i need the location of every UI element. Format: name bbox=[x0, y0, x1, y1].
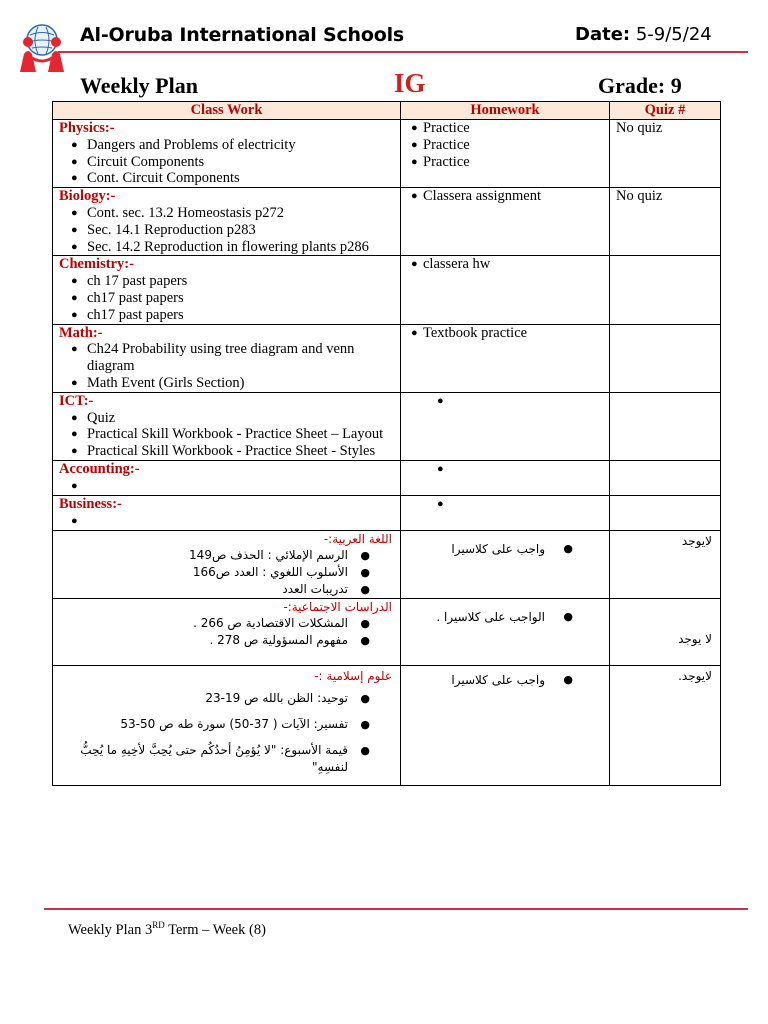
classwork-cell bbox=[53, 665, 401, 785]
homework-list bbox=[407, 188, 609, 205]
classwork-cell bbox=[53, 324, 401, 392]
homework-cell bbox=[401, 120, 610, 188]
empty-bullet: ● bbox=[71, 479, 78, 492]
list-item: ● Quiz bbox=[71, 410, 400, 427]
school-logo-icon bbox=[14, 18, 70, 74]
empty-bullet: ● bbox=[437, 462, 444, 475]
list-item: ● الواجب على كلاسيرا . bbox=[401, 609, 573, 626]
homework-cell bbox=[401, 530, 610, 598]
list-item: ● Sec. 14.2 Reproduction in flowering plants p286 bbox=[71, 239, 400, 256]
list-item: ● Dangers and Problems of electricity bbox=[71, 137, 400, 154]
classwork-list bbox=[59, 205, 400, 255]
page-title: Weekly Plan bbox=[80, 73, 198, 98]
classwork-list bbox=[53, 690, 392, 776]
homework-cell bbox=[401, 665, 610, 785]
list-item: ● Textbook practice bbox=[411, 325, 609, 342]
table-row bbox=[53, 530, 721, 598]
classwork-cell bbox=[53, 392, 401, 460]
list-item: ● واجب على كلاسيرا bbox=[401, 541, 573, 558]
list-item: ● ch 17 past papers bbox=[71, 273, 400, 290]
list-item: ● واجب على كلاسيرا bbox=[401, 672, 573, 689]
date-value: 5-9/5/24 bbox=[635, 24, 712, 45]
program-badge: IG bbox=[394, 68, 426, 98]
list-item: ● Practical Skill Workbook - Practice Sheet - Styles bbox=[71, 443, 400, 460]
classwork-list bbox=[53, 615, 392, 649]
list-item: ● ch17 past papers bbox=[71, 307, 400, 324]
classwork-list bbox=[59, 273, 400, 323]
table-row bbox=[53, 324, 721, 392]
homework-list bbox=[401, 609, 601, 626]
list-item: ● Cont. Circuit Components bbox=[71, 170, 400, 187]
subject-label: Chemistry:- bbox=[59, 256, 134, 273]
table-row bbox=[53, 120, 721, 188]
homework-cell bbox=[401, 598, 610, 665]
date bbox=[575, 24, 712, 45]
homework-list bbox=[401, 672, 601, 689]
footer-prefix: Weekly Plan 3 bbox=[68, 921, 153, 938]
homework-cell bbox=[401, 188, 610, 256]
column-header-quiz: Quiz # bbox=[610, 102, 721, 120]
table-row bbox=[53, 495, 721, 530]
list-item: ● Practice bbox=[411, 154, 609, 171]
table-row bbox=[53, 460, 721, 495]
column-header-homework: Homework bbox=[401, 102, 610, 120]
footer bbox=[68, 920, 266, 939]
subject-label: Physics:- bbox=[59, 120, 115, 136]
footer-divider bbox=[44, 908, 748, 910]
classwork-cell bbox=[53, 460, 401, 495]
footer-suffix: Term – Week (8) bbox=[164, 921, 266, 938]
subject-label: علوم إسلامية :- bbox=[314, 668, 392, 683]
list-item: ● المشكلات الاقتصادية ص 266 . bbox=[53, 615, 370, 632]
homework-cell bbox=[401, 392, 610, 460]
quiz-cell bbox=[610, 665, 721, 785]
quiz-cell bbox=[610, 598, 721, 665]
homework-cell bbox=[401, 460, 610, 495]
quiz-cell bbox=[610, 495, 721, 530]
quiz-cell bbox=[610, 256, 721, 324]
subject-label: Accounting:- bbox=[59, 460, 140, 477]
date-label: Date: bbox=[575, 24, 631, 45]
homework-list bbox=[407, 256, 609, 273]
quiz-cell bbox=[610, 530, 721, 598]
homework-list bbox=[401, 541, 601, 558]
list-item: ● classera hw bbox=[411, 256, 609, 273]
subject-label: ICT:- bbox=[59, 392, 94, 409]
quiz-cell bbox=[610, 392, 721, 460]
quiz-cell bbox=[610, 460, 721, 495]
subject-label: Business:- bbox=[59, 495, 122, 512]
quiz-value: لايوجد bbox=[681, 533, 712, 548]
subject-label: اللغة العربية:- bbox=[323, 531, 392, 546]
list-item: ● ch17 past papers bbox=[71, 290, 400, 307]
list-item: ● Practice bbox=[411, 137, 609, 154]
header-divider bbox=[58, 51, 748, 53]
quiz-value: لا يوجد bbox=[678, 631, 712, 646]
table-row bbox=[53, 598, 721, 665]
footer-superscript: RD bbox=[152, 920, 165, 930]
quiz-cell bbox=[610, 324, 721, 392]
list-item: ● Circuit Components bbox=[71, 154, 400, 171]
subject-label: Biology:- bbox=[59, 188, 116, 205]
list-item: ● الرسم الإملائي : الحذف ص149 bbox=[53, 547, 370, 564]
list-item: ● قيمة الأسبوع: "لا يُؤمِنُ أحدُكُم حتى يُحِبَّ لأخِيهِ ما يُحِبُّ لنفسِهِ" bbox=[53, 742, 370, 776]
classwork-cell bbox=[53, 120, 401, 188]
table-header-row bbox=[53, 102, 721, 120]
school-name: Al-Oruba International Schools bbox=[80, 24, 404, 46]
classwork-cell bbox=[53, 188, 401, 256]
homework-cell bbox=[401, 495, 610, 530]
list-item: ● Practical Skill Workbook - Practice Sheet – Layout bbox=[71, 426, 400, 443]
classwork-cell bbox=[53, 598, 401, 665]
classwork-cell bbox=[53, 256, 401, 324]
list-item: ● تفسير: الآيات ( 37-50) سورة طه ص 50-53 bbox=[53, 716, 370, 733]
homework-list bbox=[407, 120, 609, 170]
classwork-list bbox=[59, 137, 400, 187]
list-item: ● الأسلوب اللغوي : العدد ص166 bbox=[53, 564, 370, 581]
table-row bbox=[53, 188, 721, 256]
table-row bbox=[53, 665, 721, 785]
list-item: ● توحيد: الظن بالله ص 19-23 bbox=[53, 690, 370, 707]
weekly-plan-table bbox=[52, 101, 721, 786]
classwork-list bbox=[59, 410, 400, 460]
table-row bbox=[53, 256, 721, 324]
homework-cell bbox=[401, 256, 610, 324]
empty-bullet: ● bbox=[437, 394, 444, 407]
classwork-list bbox=[53, 547, 392, 598]
list-item: ● Classera assignment bbox=[411, 188, 609, 205]
list-item: ● Sec. 14.1 Reproduction p283 bbox=[71, 222, 400, 239]
list-item: ● تدريبات العدد bbox=[53, 581, 370, 598]
list-item: ● Ch24 Probability using tree diagram and venn diagram bbox=[71, 341, 400, 375]
quiz-value: لايوجد. bbox=[678, 668, 712, 683]
grade-label: Grade: 9 bbox=[598, 73, 682, 98]
classwork-cell bbox=[53, 530, 401, 598]
quiz-cell: No quiz bbox=[610, 120, 721, 188]
empty-bullet: ● bbox=[437, 497, 444, 510]
subject-label: الدراسات الاجتماعية:- bbox=[283, 599, 392, 614]
table-row bbox=[53, 392, 721, 460]
homework-cell bbox=[401, 324, 610, 392]
list-item: ● مفهوم المسؤولية ص 278 . bbox=[53, 632, 370, 649]
list-item: ● Practice bbox=[411, 120, 609, 137]
empty-bullet: ● bbox=[71, 514, 78, 527]
column-header-classwork: Class Work bbox=[53, 102, 401, 120]
quiz-cell: No quiz bbox=[610, 188, 721, 256]
classwork-cell bbox=[53, 495, 401, 530]
classwork-list bbox=[59, 341, 400, 391]
homework-list bbox=[407, 325, 609, 342]
list-item: ● Math Event (Girls Section) bbox=[71, 375, 400, 392]
subject-label: Math:- bbox=[59, 324, 103, 341]
list-item: ● Cont. sec. 13.2 Homeostasis p272 bbox=[71, 205, 400, 222]
